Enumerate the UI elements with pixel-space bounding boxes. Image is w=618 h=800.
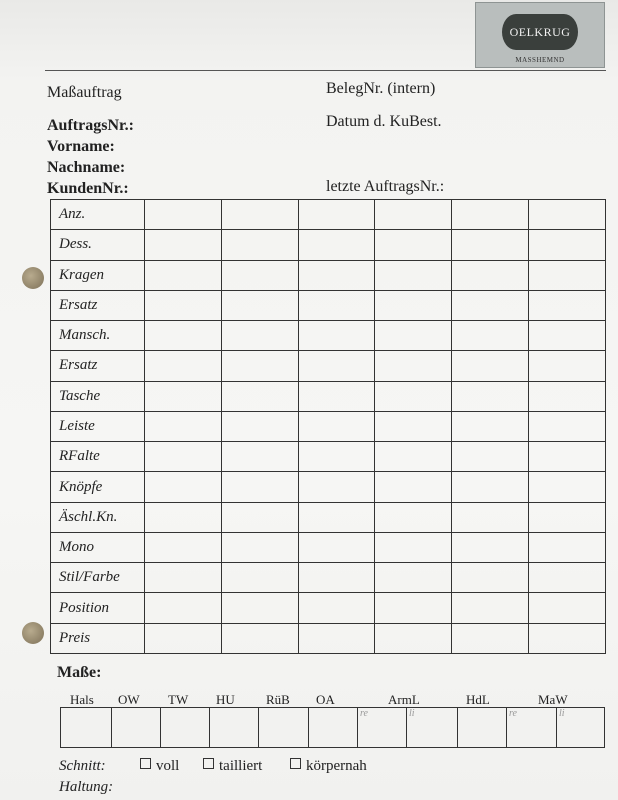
entry-cell[interactable]: [221, 532, 298, 562]
beleg-label: BelegNr. (intern): [326, 80, 436, 97]
entry-cell[interactable]: [145, 532, 222, 562]
entry-cell[interactable]: [452, 200, 529, 230]
entry-cell[interactable]: [375, 411, 452, 441]
entry-cell[interactable]: [221, 230, 298, 260]
punch-hole: [22, 267, 44, 289]
entry-cell[interactable]: [529, 351, 606, 381]
vorname-label: Vorname:: [47, 138, 115, 155]
entry-cell[interactable]: [529, 472, 606, 502]
measure-header: Hals: [70, 692, 94, 707]
entry-cell[interactable]: [452, 563, 529, 593]
kunden-nr-label: KundenNr.:: [47, 180, 129, 197]
entry-cell[interactable]: [221, 563, 298, 593]
entry-cell[interactable]: [298, 563, 375, 593]
entry-cell[interactable]: [221, 623, 298, 653]
entry-cell[interactable]: [221, 502, 298, 532]
table-row: [51, 321, 606, 351]
entry-cell[interactable]: [221, 442, 298, 472]
entry-cell[interactable]: [529, 532, 606, 562]
entry-cell[interactable]: [529, 200, 606, 230]
measure-cell[interactable]: [209, 708, 259, 747]
measure-header: RüB: [266, 692, 290, 707]
measure-cell[interactable]: [457, 708, 507, 747]
entry-cell[interactable]: [375, 230, 452, 260]
entry-cell[interactable]: [298, 472, 375, 502]
entry-cell[interactable]: [145, 472, 222, 502]
entry-cell[interactable]: [452, 472, 529, 502]
entry-cell[interactable]: [298, 321, 375, 351]
measure-header: HU: [216, 692, 235, 707]
company-logo: [475, 2, 605, 68]
measure-header: HdL: [466, 692, 490, 707]
entry-cell[interactable]: [529, 442, 606, 472]
entry-cell[interactable]: [375, 351, 452, 381]
checkbox[interactable]: [203, 758, 214, 769]
nachname-label: Nachname:: [47, 159, 126, 176]
table-row: [51, 411, 606, 441]
table-row: [51, 532, 606, 562]
entry-cell[interactable]: [375, 290, 452, 320]
hint-right: re: [509, 708, 517, 719]
entry-cell[interactable]: [221, 411, 298, 441]
datum-label: Datum d. KuBest.: [326, 113, 442, 130]
measurement-row: [60, 707, 605, 748]
order-grid: [50, 199, 606, 654]
row-label: Mansch.: [51, 321, 145, 351]
row-label: Ersatz: [51, 351, 145, 381]
entry-cell[interactable]: [221, 200, 298, 230]
row-label: Knöpfe: [51, 472, 145, 502]
hint-left: li: [409, 708, 415, 719]
entry-cell[interactable]: [221, 260, 298, 290]
entry-cell[interactable]: [145, 351, 222, 381]
measure-header: OA: [316, 692, 335, 707]
haltung-label: Haltung:: [59, 779, 114, 795]
hint-left: li: [559, 708, 565, 719]
option-tailliert[interactable]: tailliert: [203, 758, 262, 775]
entry-cell[interactable]: [145, 623, 222, 653]
auftrags-nr-label: AuftragsNr.:: [47, 117, 134, 134]
entry-cell[interactable]: [298, 593, 375, 623]
entry-cell[interactable]: [529, 381, 606, 411]
entry-cell[interactable]: [221, 472, 298, 502]
row-label: Tasche: [51, 381, 145, 411]
measure-cell[interactable]: [111, 708, 161, 747]
row-label: Kragen: [51, 260, 145, 290]
measure-header: OW: [118, 692, 140, 707]
entry-cell[interactable]: [145, 290, 222, 320]
entry-cell[interactable]: [221, 593, 298, 623]
entry-cell[interactable]: [452, 593, 529, 623]
row-label: Preis: [51, 623, 145, 653]
checkbox[interactable]: [290, 758, 301, 769]
entry-cell[interactable]: [145, 593, 222, 623]
document-title: Maßauftrag: [47, 84, 122, 101]
entry-cell[interactable]: [529, 230, 606, 260]
entry-cell[interactable]: [221, 321, 298, 351]
header-rule: [45, 70, 606, 71]
entry-cell[interactable]: [452, 230, 529, 260]
entry-cell[interactable]: [529, 502, 606, 532]
entry-cell[interactable]: [298, 502, 375, 532]
entry-cell[interactable]: [529, 563, 606, 593]
checkbox[interactable]: [140, 758, 151, 769]
table-row: [51, 563, 606, 593]
measure-header: ArmL: [388, 692, 420, 707]
table-row: [51, 623, 606, 653]
measure-cell[interactable]: [357, 708, 407, 747]
table-row: [51, 381, 606, 411]
entry-cell[interactable]: [452, 321, 529, 351]
entry-cell[interactable]: [529, 411, 606, 441]
entry-cell[interactable]: [298, 532, 375, 562]
entry-cell[interactable]: [375, 200, 452, 230]
table-row: [51, 442, 606, 472]
row-label: Ersatz: [51, 290, 145, 320]
table-row: [51, 593, 606, 623]
entry-cell[interactable]: [452, 351, 529, 381]
entry-cell[interactable]: [145, 411, 222, 441]
entry-cell[interactable]: [375, 563, 452, 593]
punch-hole: [22, 622, 44, 644]
entry-cell[interactable]: [298, 381, 375, 411]
option-koerpernah[interactable]: körpernah: [290, 758, 367, 775]
logo-subtitle: MASSHEMND: [515, 56, 565, 64]
entry-cell[interactable]: [375, 442, 452, 472]
entry-cell[interactable]: [452, 290, 529, 320]
row-label: Anz.: [51, 200, 145, 230]
logo-brand: OELKRUG: [509, 24, 571, 39]
entry-cell[interactable]: [298, 623, 375, 653]
measure-cell[interactable]: [406, 708, 458, 747]
entry-cell[interactable]: [221, 381, 298, 411]
entry-cell[interactable]: [375, 623, 452, 653]
entry-cell[interactable]: [452, 442, 529, 472]
table-row: [51, 200, 606, 230]
entry-cell[interactable]: [529, 290, 606, 320]
measure-cell[interactable]: [308, 708, 358, 747]
entry-cell[interactable]: [375, 502, 452, 532]
measure-cell[interactable]: [556, 708, 607, 747]
entry-cell[interactable]: [298, 411, 375, 441]
option-voll[interactable]: voll: [140, 758, 179, 775]
entry-cell[interactable]: [221, 290, 298, 320]
row-label: Mono: [51, 532, 145, 562]
measure-cell[interactable]: [160, 708, 210, 747]
entry-cell[interactable]: [298, 351, 375, 381]
entry-cell[interactable]: [145, 563, 222, 593]
entry-cell[interactable]: [529, 623, 606, 653]
row-label: Stil/Farbe: [51, 563, 145, 593]
letzte-auftrags-nr-label: letzte AuftragsNr.:: [326, 178, 445, 195]
schnitt-label: Schnitt:: [59, 758, 106, 774]
entry-cell[interactable]: [375, 532, 452, 562]
entry-cell[interactable]: [529, 321, 606, 351]
entry-cell[interactable]: [452, 532, 529, 562]
entry-cell[interactable]: [145, 502, 222, 532]
entry-cell[interactable]: [375, 321, 452, 351]
entry-cell[interactable]: [298, 290, 375, 320]
row-label: Dess.: [51, 230, 145, 260]
row-label: RFalte: [51, 442, 145, 472]
entry-cell[interactable]: [221, 351, 298, 381]
entry-cell[interactable]: [375, 472, 452, 502]
entry-cell[interactable]: [452, 623, 529, 653]
entry-cell[interactable]: [375, 260, 452, 290]
entry-cell[interactable]: [375, 381, 452, 411]
measure-cell[interactable]: [258, 708, 309, 747]
entry-cell[interactable]: [452, 381, 529, 411]
entry-cell[interactable]: [529, 260, 606, 290]
row-label: Position: [51, 593, 145, 623]
table-row: [51, 351, 606, 381]
hint-right: re: [360, 708, 368, 719]
entry-cell[interactable]: [375, 593, 452, 623]
masse-title: Maße:: [57, 664, 102, 681]
measure-header: MaW: [538, 692, 568, 707]
entry-cell[interactable]: [298, 200, 375, 230]
entry-cell[interactable]: [452, 411, 529, 441]
row-label: Äschl.Kn.: [51, 502, 145, 532]
entry-cell[interactable]: [298, 442, 375, 472]
entry-cell[interactable]: [145, 200, 222, 230]
entry-cell[interactable]: [145, 260, 222, 290]
entry-cell[interactable]: [452, 260, 529, 290]
entry-cell[interactable]: [529, 593, 606, 623]
entry-cell[interactable]: [145, 381, 222, 411]
entry-cell[interactable]: [298, 260, 375, 290]
measure-header: TW: [168, 692, 189, 707]
table-row: [51, 502, 606, 532]
entry-cell[interactable]: [145, 230, 222, 260]
entry-cell[interactable]: [145, 321, 222, 351]
entry-cell[interactable]: [452, 502, 529, 532]
measure-cell[interactable]: [506, 708, 557, 747]
entry-cell[interactable]: [298, 230, 375, 260]
entry-cell[interactable]: [145, 442, 222, 472]
table-row: [51, 260, 606, 290]
table-row: [51, 472, 606, 502]
row-label: Leiste: [51, 411, 145, 441]
table-row: [51, 290, 606, 320]
table-row: [51, 230, 606, 260]
